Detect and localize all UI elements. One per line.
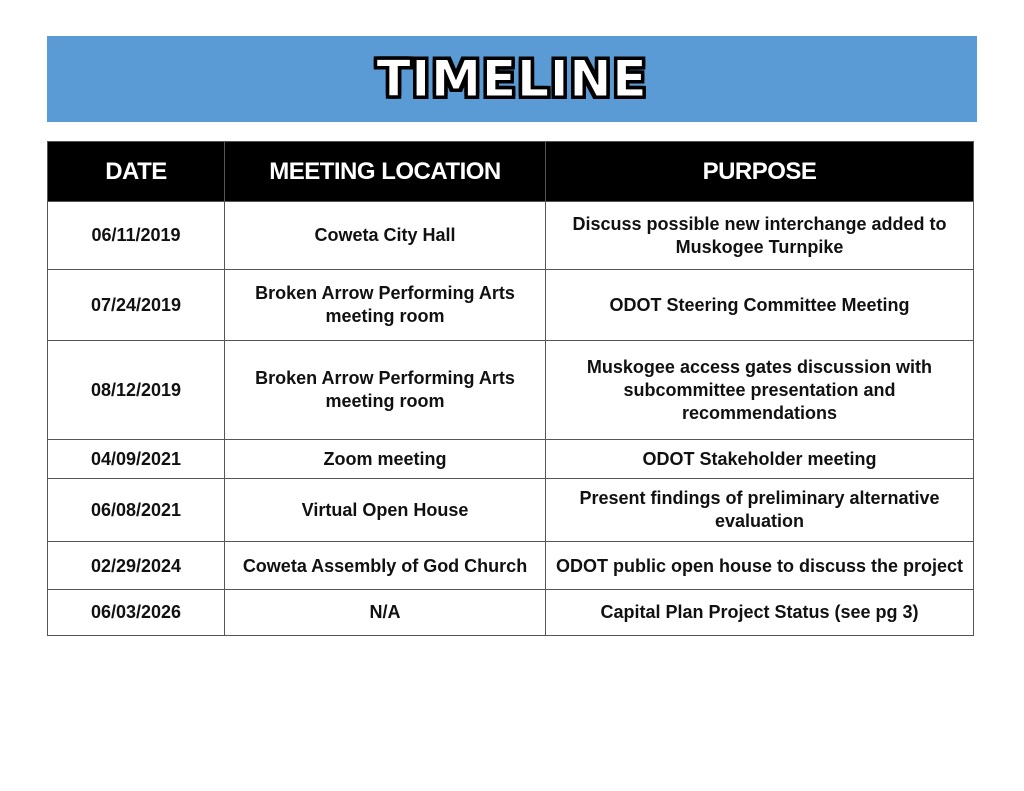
page-title: TIMELINE: [376, 50, 648, 108]
location-cell: Broken Arrow Performing Arts meeting room: [225, 270, 546, 341]
location-cell: Virtual Open House: [225, 479, 546, 542]
column-header-purpose: PURPOSE: [546, 142, 974, 202]
location-cell: Broken Arrow Performing Arts meeting room: [225, 341, 546, 440]
date-cell: 02/29/2024: [48, 542, 225, 590]
table-row: [48, 479, 974, 542]
table-row: [48, 270, 974, 341]
purpose-cell: ODOT Stakeholder meeting: [546, 440, 974, 479]
table-row: [48, 590, 974, 636]
column-header-date: DATE: [48, 142, 225, 202]
purpose-cell: Muskogee access gates discussion with subcommittee presentation and recommendations: [546, 341, 974, 440]
location-cell: Zoom meeting: [225, 440, 546, 479]
location-cell: Coweta Assembly of God Church: [225, 542, 546, 590]
table-row: [48, 202, 974, 270]
table-header-row: [48, 142, 974, 202]
table-row: [48, 341, 974, 440]
purpose-cell: Discuss possible new interchange added to Muskogee Turnpike: [546, 202, 974, 270]
date-cell: 06/11/2019: [48, 202, 225, 270]
purpose-cell: ODOT Steering Committee Meeting: [546, 270, 974, 341]
purpose-cell: Present findings of preliminary alternative evaluation: [546, 479, 974, 542]
purpose-cell: ODOT public open house to discuss the project: [546, 542, 974, 590]
location-cell: Coweta City Hall: [225, 202, 546, 270]
table-row: [48, 440, 974, 479]
date-cell: 08/12/2019: [48, 341, 225, 440]
timeline-table: [47, 141, 974, 636]
table-row: [48, 542, 974, 590]
title-banner: [47, 36, 977, 122]
location-cell: N/A: [225, 590, 546, 636]
date-cell: 07/24/2019: [48, 270, 225, 341]
date-cell: 04/09/2021: [48, 440, 225, 479]
column-header-meeting-location: MEETING LOCATION: [225, 142, 546, 202]
date-cell: 06/03/2026: [48, 590, 225, 636]
purpose-cell: Capital Plan Project Status (see pg 3): [546, 590, 974, 636]
date-cell: 06/08/2021: [48, 479, 225, 542]
